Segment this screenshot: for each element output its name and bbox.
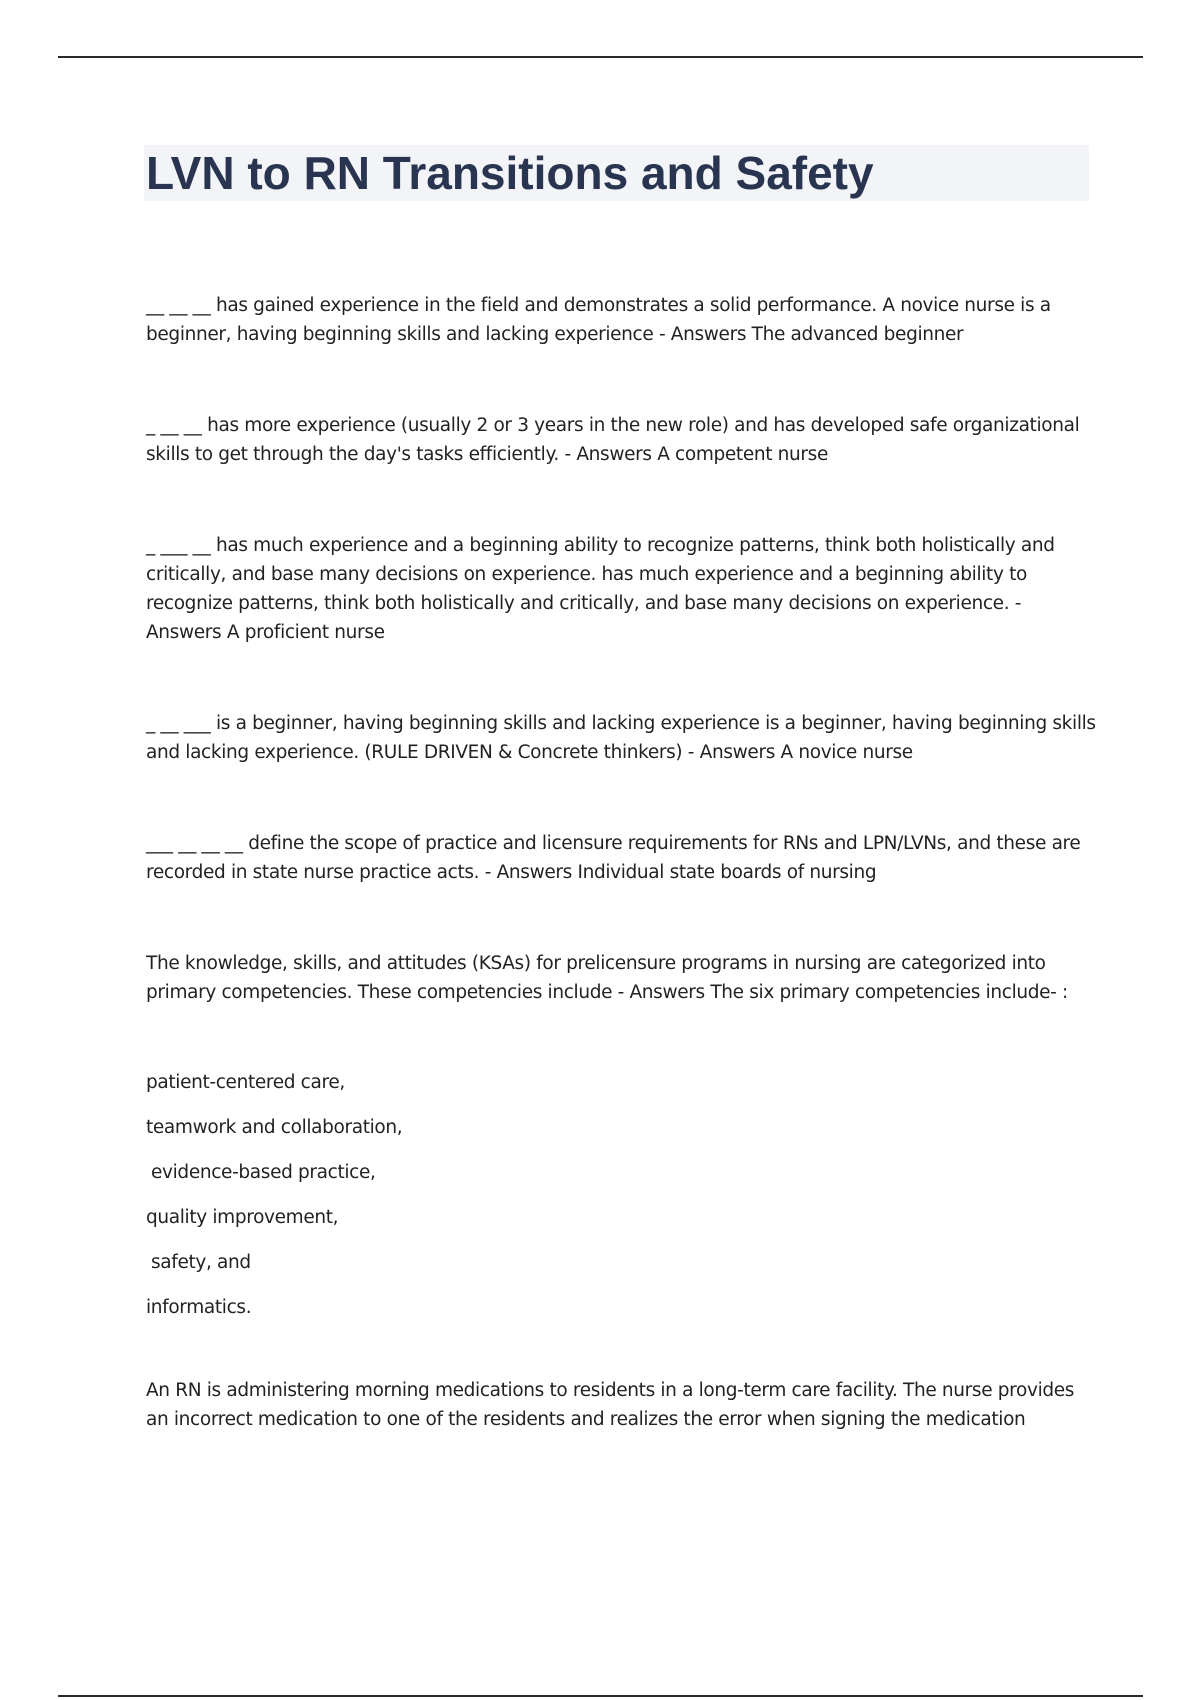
competency-list — [146, 1068, 1096, 1338]
footer-rule — [58, 1695, 1143, 1697]
list-item: patient-centered care, — [146, 1072, 345, 1093]
qa-item-competent-nurse: _ __ __ has more experience (usually 2 or 3 years in the new role) and has developed safe organizational skills to get through the day's tasks efficiently. - Answers A competent nurse — [146, 415, 1080, 465]
list-item: evidence-based practice, — [151, 1162, 376, 1183]
qa-item-novice-nurse: _ __ ___ is a beginner, having beginning skills and lacking experience is a beginner, having beginning skills and lacking experience. (RULE DRIVEN & Concrete thinkers) - Answers A novice nurse — [146, 713, 1096, 763]
qa-item-proficient-nurse: _ ___ __ has much experience and a beginning ability to recognize patterns, think both holistically and critically, and base many decisions on experience. has much experience and a beginning ability to recognize patterns, think both holistically and critically, and base many decisions on experience. - Answers A proficient nurse — [146, 535, 1055, 643]
document-title: LVN to RN Transitions and Safety — [146, 147, 874, 199]
header-rule — [58, 56, 1143, 58]
qa-item-competencies: The knowledge, skills, and attitudes (KSAs) for prelicensure programs in nursing are categorized into primary competencies. These competencies include - Answers The six primary competencies include- : — [146, 953, 1068, 1003]
list-item: teamwork and collaboration, — [146, 1117, 403, 1138]
qa-item-medication-error: An RN is administering morning medications to residents in a long-term care facility. The nurse provides an incorrect medication to one of the residents and realizes the error when signing the medication — [146, 1380, 1075, 1430]
list-item: safety, and — [151, 1252, 251, 1273]
list-item: informatics. — [146, 1297, 252, 1318]
qa-item-advanced-beginner: __ __ __ has gained experience in the field and demonstrates a solid performance. A novice nurse is a beginner, having beginning skills and lacking experience - Answers The advanced beginner — [146, 295, 1051, 345]
qa-item-state-boards: ___ __ __ __ define the scope of practice and licensure requirements for RNs and LPN/LVNs, and these are recorded in state nurse practice acts. - Answers Individual state boards of nursing — [146, 833, 1081, 883]
document-body — [146, 291, 1096, 1496]
list-item: quality improvement, — [146, 1207, 339, 1228]
